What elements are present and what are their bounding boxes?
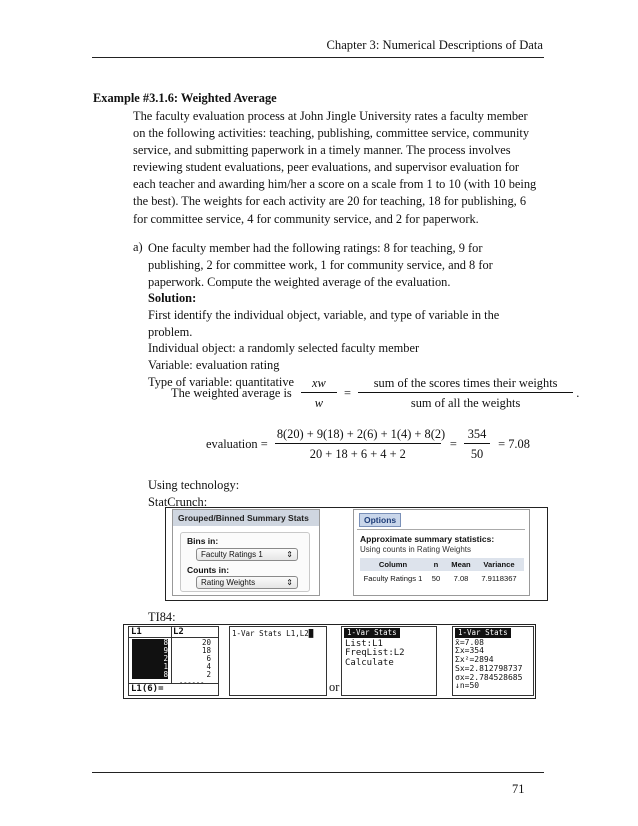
- evaluation-frac-numerator: 354: [464, 427, 490, 444]
- menu-line: Calculate: [345, 657, 394, 668]
- results-title-bar: 1-Var Stats: [455, 628, 511, 638]
- command-line: [232, 629, 313, 639]
- list-col-divider: [171, 627, 172, 683]
- evaluation-lhs: evaluation =: [206, 437, 268, 451]
- summary-subheading: Using counts in Rating Weights: [360, 545, 472, 554]
- intro-line: each teacher and awarding him/her a score on a scale from 1 to 10 (with 10 being: [133, 177, 537, 192]
- part-a-question: [148, 240, 548, 290]
- ti84-list-editor: [128, 626, 219, 696]
- l2-values: [175, 639, 211, 679]
- counts-label: Counts in:: [187, 565, 230, 575]
- intro-line: the best). The weights for each activity are 20 for teaching, 18 for publishing, 6: [133, 194, 527, 209]
- l1-cell: 9: [163, 646, 168, 655]
- result-line: Σx=354: [455, 646, 484, 656]
- solution-line: First identify the individual object, variable, and type of variable in the: [148, 307, 500, 322]
- chevron-updown-icon: ⇕: [286, 578, 293, 587]
- statcrunch-dialog-left: [172, 509, 320, 596]
- table-row: [360, 571, 524, 586]
- technology-label: Using technology:: [148, 478, 240, 492]
- menu-line: FreqList:L2: [345, 648, 405, 658]
- table-cell: 7.9118367: [481, 574, 517, 583]
- evaluation-computation: [206, 427, 530, 462]
- col-header: n: [433, 560, 439, 569]
- l1-cell: 8: [163, 638, 168, 647]
- example-label: Example #3.1.6:: [93, 91, 179, 105]
- formula-denominator: w: [314, 396, 323, 410]
- header-rule: [92, 57, 544, 58]
- result-line: Sx=2.812798737: [455, 663, 523, 673]
- evaluation-simple-fraction: [464, 427, 490, 462]
- counts-value: Rating Weights: [201, 578, 256, 587]
- question-line: publishing, 2 for committee work, 1 for community service, and 8 for: [148, 257, 493, 272]
- intro-line: reviewing student evaluations, peer evaluations, and supervisor evaluation for: [133, 160, 520, 175]
- formula-lead: The weighted average is: [171, 386, 292, 400]
- solution-line: Individual object: a randomly selected faculty member: [148, 341, 420, 356]
- formula-words-denominator: sum of all the weights: [410, 396, 521, 410]
- list-entry-line: L1(6)=: [131, 684, 164, 694]
- intro-line: service, and submitting paperwork in a timely manner. The process involves: [133, 143, 511, 158]
- question-line: paperwork. Compute the weighted average of the evaluation.: [148, 274, 451, 289]
- dialog-title: Grouped/Binned Summary Stats: [173, 510, 319, 526]
- intro-line: The faculty evaluation process at John Jingle University rates a faculty member: [133, 109, 528, 123]
- summary-table-header: [360, 558, 524, 571]
- formula-numerator: xw: [301, 376, 337, 393]
- evaluation-denominator: 20 + 18 + 6 + 4 + 2: [309, 447, 406, 461]
- evaluation-frac-denominator: 50: [470, 447, 484, 461]
- statcrunch-results-right: [353, 509, 530, 596]
- bins-label: Bins in:: [187, 536, 219, 546]
- results-lines: [453, 639, 533, 692]
- bins-select[interactable]: [196, 548, 298, 561]
- intro-line: on the following activities: teaching, publishing, committee service, community: [133, 126, 530, 141]
- l2-cell: 4: [206, 662, 211, 671]
- footer-rule: [92, 772, 544, 773]
- ti84-stats-results: [452, 626, 534, 696]
- col-header: Mean: [451, 560, 471, 569]
- l2-cell: 6: [206, 654, 211, 663]
- list-col-header: L1: [131, 627, 142, 637]
- formula-equals: =: [343, 386, 351, 400]
- l2-cell: 2: [206, 670, 211, 679]
- command-text: 1-Var Stats L1,L2: [232, 629, 309, 638]
- menu-title-bar: 1-Var Stats: [344, 628, 400, 638]
- bins-value: Faculty Ratings 1: [201, 550, 263, 559]
- formula-fraction: [301, 376, 337, 411]
- weighted-average-formula: [171, 376, 579, 411]
- result-line: ↓n=50: [455, 681, 480, 691]
- ti84-home-screen: [229, 626, 327, 696]
- intro-paragraph: [133, 108, 553, 228]
- or-label: or: [329, 680, 340, 694]
- list-col-header: L2: [173, 627, 184, 637]
- table-cell: Faculty Ratings 1: [363, 574, 423, 583]
- evaluation-numerator: 8(20) + 9(18) + 2(6) + 1(4) + 8(2): [275, 427, 441, 444]
- solution-line: problem.: [148, 324, 193, 339]
- solution-line: Type of variable: quantitative: [148, 374, 295, 389]
- result-line: σx=2.784528685: [455, 672, 523, 682]
- formula-period: .: [576, 386, 580, 400]
- ti84-label: TI84:: [148, 610, 176, 624]
- example-title: Weighted Average: [180, 91, 277, 105]
- formula-words-numerator: sum of the scores times their weights: [358, 376, 573, 393]
- col-header: Variance: [483, 560, 515, 569]
- summary-heading: Approximate summary statistics:: [360, 534, 495, 544]
- tab-options[interactable]: Options: [359, 513, 401, 527]
- menu-lines: [342, 639, 436, 669]
- menu-line: List:L1: [345, 638, 383, 649]
- counts-select[interactable]: [196, 576, 298, 589]
- table-cell: 50: [431, 574, 441, 583]
- summary-table: [360, 558, 524, 586]
- col-header: Column: [378, 560, 408, 569]
- example-heading: [93, 91, 277, 106]
- l1-cell: 8: [163, 670, 168, 679]
- result-line: x̄=7.08: [455, 637, 484, 647]
- list-dashes: ------: [179, 679, 205, 687]
- dialog-group: [180, 532, 310, 592]
- ti84-stats-menu: [341, 626, 437, 696]
- table-cell: 7.08: [453, 574, 469, 583]
- l2-cell: 18: [201, 646, 211, 655]
- statcrunch-label: StatCrunch:: [148, 494, 208, 509]
- part-a-marker: a): [133, 240, 143, 254]
- l1-cell: 1: [163, 662, 168, 671]
- solution-heading: Solution:: [148, 291, 197, 305]
- result-line: Σx²=2894: [455, 655, 494, 665]
- tab-divider: [357, 529, 525, 530]
- l1-cell: 2: [163, 654, 168, 663]
- technology-labels: [148, 477, 548, 511]
- evaluation-result: = 7.08: [498, 437, 530, 451]
- cursor-icon: █: [308, 629, 314, 638]
- question-line: One faculty member had the following ratings: 8 for teaching, 9 for: [148, 241, 483, 255]
- evaluation-equals: =: [449, 437, 457, 451]
- l1-values: [132, 639, 168, 679]
- solution-line: Variable: evaluation rating: [148, 358, 280, 373]
- intro-line: for committee service, 4 for community service, and 2 for paperwork.: [133, 211, 479, 226]
- formula-words-fraction: [358, 376, 573, 411]
- evaluation-fraction: [275, 427, 446, 462]
- page-number: 71: [512, 782, 525, 796]
- l2-cell: 20: [201, 638, 211, 647]
- chapter-header: Chapter 3: Numerical Descriptions of Data: [326, 38, 543, 52]
- chevron-updown-icon: ⇕: [286, 550, 293, 559]
